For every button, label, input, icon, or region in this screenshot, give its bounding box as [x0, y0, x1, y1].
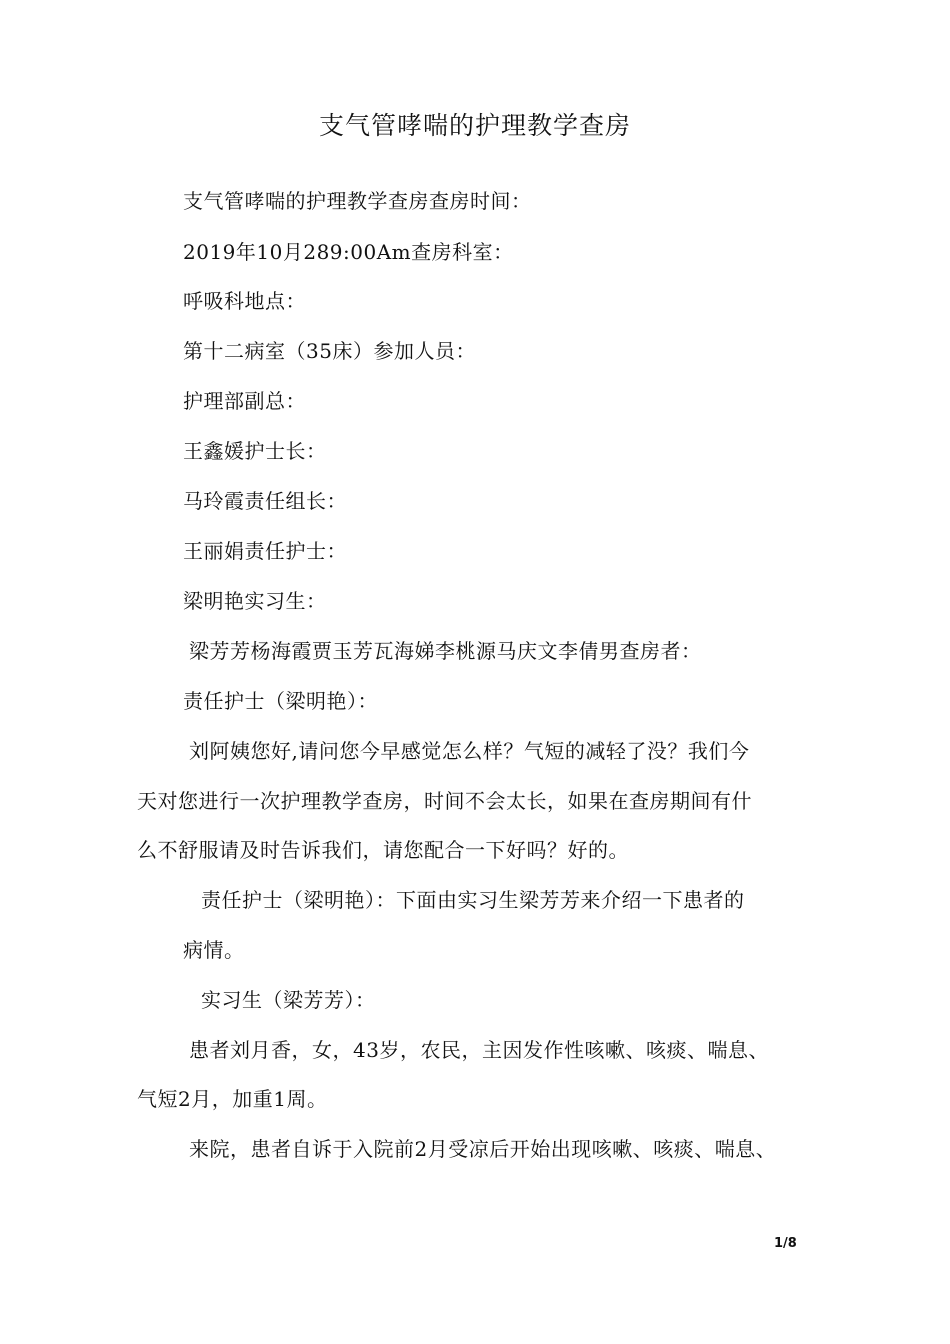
text-line: 天对您进行一次护理教学查房，时间不会太长，如果在查房期间有什 — [137, 789, 752, 813]
text-line: 2019年10月289:00Am查房科室： — [183, 240, 514, 264]
text-line: 第十二病室（35床）参加人员： — [183, 339, 476, 363]
text-line: 梁明艳实习生： — [183, 589, 327, 613]
text-line: 王鑫媛护士长： — [183, 439, 327, 463]
text-line: 责任护士（梁明艳）：下面由实习生梁芳芳来介绍一下患者的 — [201, 888, 745, 912]
text-line: 患者刘月香，女，43岁，农民，主因发作性咳嗽、咳痰、喘息、 — [189, 1038, 769, 1062]
text-line: 梁芳芳杨海霞贾玉芳瓦海娣李桃源马庆文李倩男查房者： — [189, 639, 702, 663]
text-line: 么不舒服请及时告诉我们，请您配合一下好吗？好的。 — [137, 838, 629, 862]
text-line: 病情。 — [183, 938, 245, 962]
document-title: 支气管哮喘的护理教学查房 — [318, 111, 631, 140]
text-line: 王丽娟责任护士： — [183, 539, 347, 563]
text-line: 支气管哮喘的护理教学查房查房时间： — [183, 189, 532, 213]
text-line: 马玲霞责任组长： — [183, 489, 347, 513]
page-number: 1/8 — [774, 1236, 797, 1251]
text-line: 责任护士（梁明艳）： — [183, 689, 378, 713]
text-line: 来院，患者自诉于入院前2月受凉后开始出现咳嗽、咳痰、喘息、 — [189, 1137, 777, 1161]
text-line: 护理部副总： — [183, 389, 306, 413]
text-line: 气短2月，加重1周。 — [137, 1087, 328, 1111]
text-line: 刘阿姨您好,请问您今早感觉怎么样？气短的减轻了没？我们今 — [189, 739, 750, 763]
text-line: 呼吸科地点： — [183, 289, 306, 313]
text-line: 实习生（梁芳芳）： — [201, 988, 376, 1012]
